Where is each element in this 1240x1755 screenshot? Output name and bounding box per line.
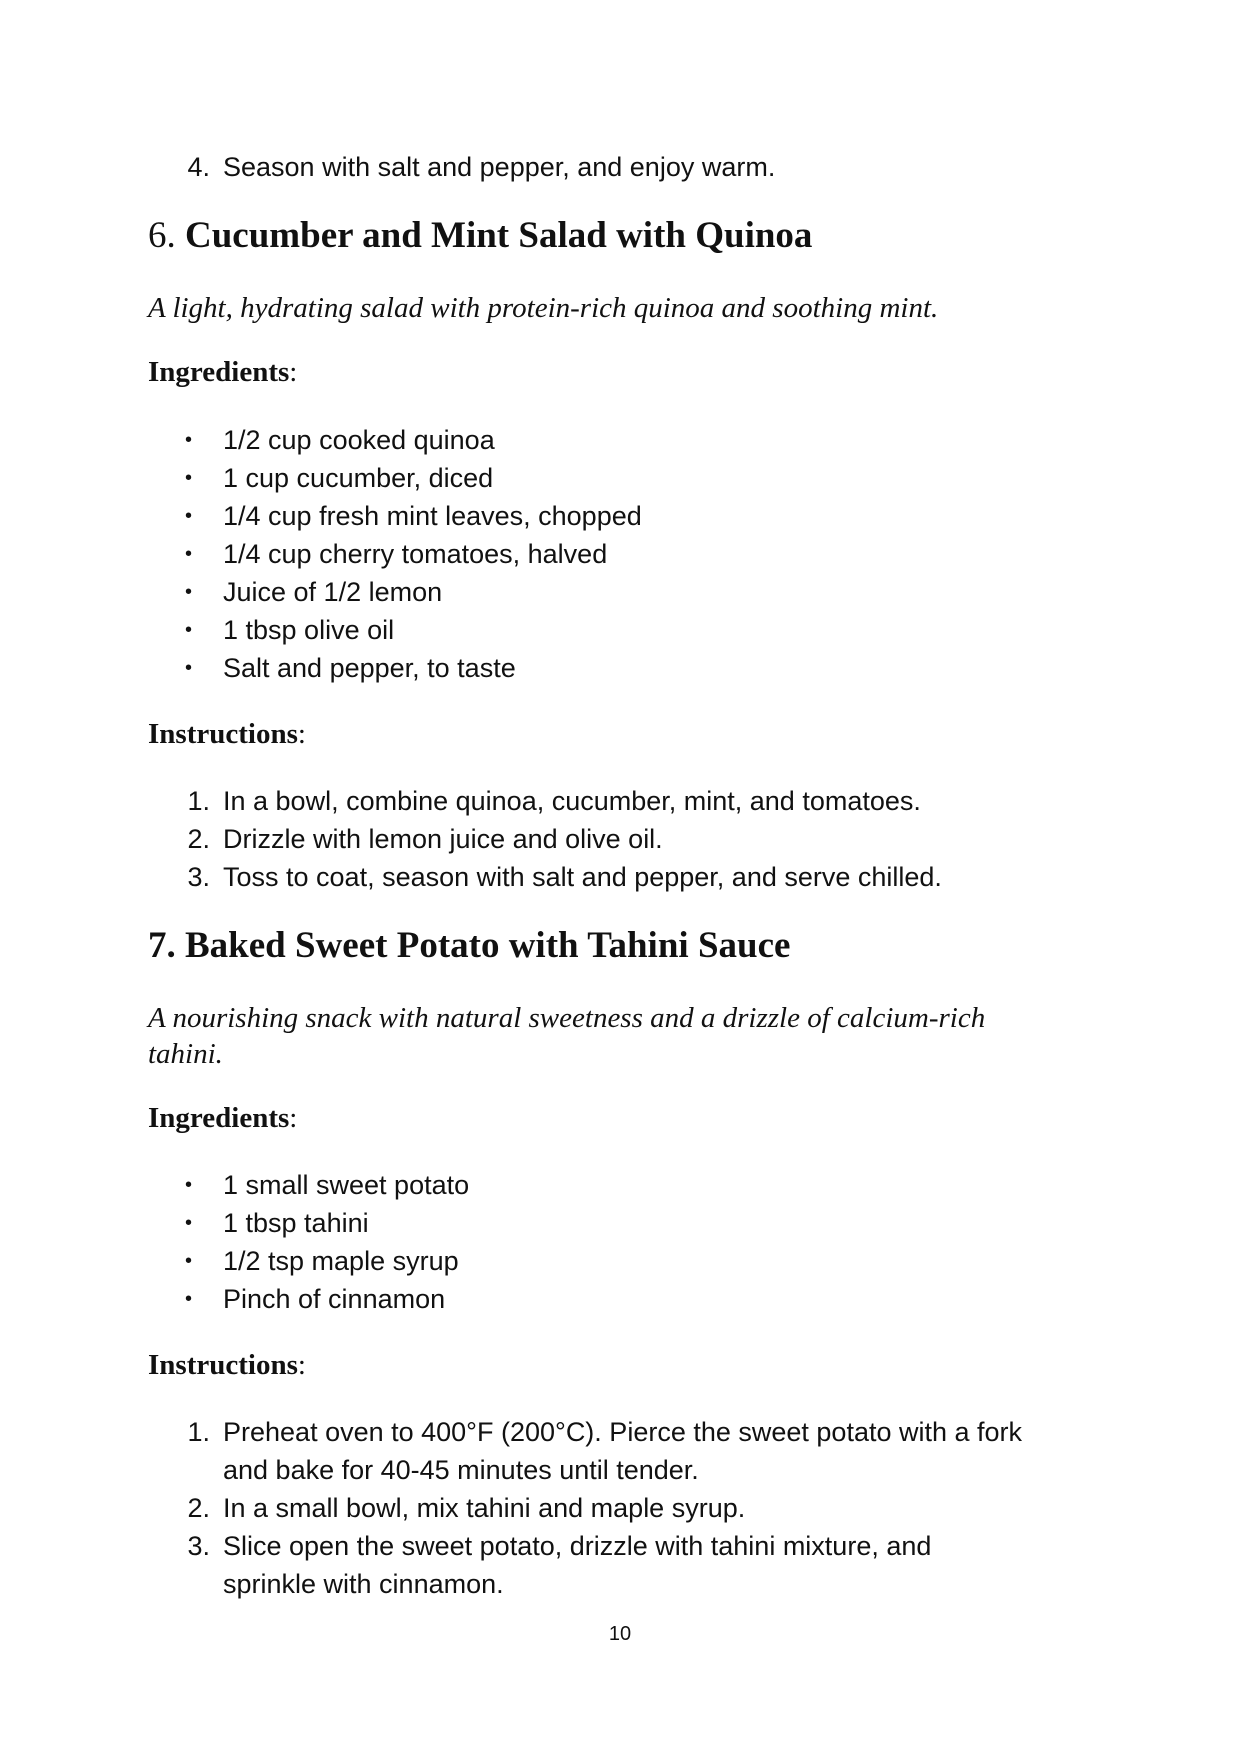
ingredient-text: 1/4 cup fresh mint leaves, chopped [223, 501, 642, 531]
step-number: 4. [187, 152, 210, 182]
step-text [223, 1413, 1083, 1489]
heading-colon: : [289, 1102, 298, 1134]
ingredient-text: 1/4 cup cherry tomatoes, halved [223, 539, 608, 569]
step-text-line: sprinkle with cinnamon. [223, 1569, 504, 1599]
heading-text: Instructions [148, 718, 298, 750]
heading-text: Ingredients [148, 356, 290, 388]
bullet-icon: • [185, 581, 193, 603]
page-number: 10 [608, 1623, 632, 1645]
step-text-line: Slice open the sweet potato, drizzle with tahini mixture, and [223, 1531, 932, 1561]
step-text: Season with salt and pepper, and enjoy warm. [223, 152, 776, 182]
ingredient-text: 1/2 tsp maple syrup [223, 1246, 459, 1276]
step-text [223, 1527, 1083, 1603]
recipe-6-title [148, 214, 1108, 258]
heading-text: Ingredients [148, 1102, 290, 1134]
heading-colon: : [297, 718, 306, 750]
heading-colon: : [289, 356, 298, 388]
bullet-icon: • [185, 467, 193, 489]
step-number: 2. [187, 1493, 210, 1523]
bullet-icon: • [185, 657, 193, 679]
step-text-line: Preheat oven to 400°F (200°C). Pierce the sweet potato with a fork [223, 1417, 1023, 1447]
bullet-icon: • [185, 1212, 193, 1234]
recipe-6-instructions-heading [148, 716, 748, 752]
recipe-7-ingredients-heading [148, 1100, 748, 1136]
bullet-icon: • [185, 429, 193, 451]
recipe-title-text: Baked Sweet Potato with Tahini Sauce [185, 925, 791, 966]
bullet-icon: • [185, 543, 193, 565]
step-text: Drizzle with lemon juice and olive oil. [223, 824, 663, 854]
recipe-6-description: A light, hydrating salad with protein-rich quinoa and soothing mint. [148, 292, 939, 324]
step-text: Toss to coat, season with salt and pepper, and serve chilled. [223, 862, 942, 892]
ingredient-text: 1 tbsp olive oil [223, 615, 395, 645]
step-number: 1. [187, 1417, 210, 1447]
ingredient-text: Salt and pepper, to taste [223, 653, 516, 683]
step-number: 3. [187, 862, 210, 892]
step-number: 2. [187, 824, 210, 854]
ingredient-text: 1 tbsp tahini [223, 1208, 369, 1238]
ingredient-text: 1 small sweet potato [223, 1170, 470, 1200]
recipe-number-separator: . [166, 215, 176, 256]
ingredient-text: 1/2 cup cooked quinoa [223, 425, 495, 455]
heading-colon: : [297, 1349, 306, 1381]
step-text: In a small bowl, mix tahini and maple syrup. [223, 1493, 746, 1523]
recipe-number: 7. [148, 925, 176, 966]
ingredient-text: Juice of 1/2 lemon [223, 577, 443, 607]
ingredient-text: Pinch of cinnamon [223, 1284, 446, 1314]
ingredient-text: 1 cup cucumber, diced [223, 463, 494, 493]
description-line: A nourishing snack with natural sweetness and a drizzle of calcium-rich [148, 1002, 986, 1034]
heading-text: Instructions [148, 1349, 298, 1381]
step-number: 3. [187, 1531, 210, 1561]
bullet-icon: • [185, 619, 193, 641]
recipe-title-text: Cucumber and Mint Salad with Quinoa [185, 215, 813, 256]
recipe-7-description [148, 1000, 1108, 1072]
recipe-7-title [148, 924, 1108, 968]
step-text: In a bowl, combine quinoa, cucumber, mint, and tomatoes. [223, 786, 921, 816]
recipe-7-instructions-heading [148, 1347, 748, 1383]
description-line: tahini. [148, 1038, 223, 1070]
bullet-icon: • [185, 505, 193, 527]
bullet-icon: • [185, 1174, 193, 1196]
bullet-icon: • [185, 1288, 193, 1310]
recipe-6-ingredients-heading [148, 354, 748, 390]
recipe-number: 6 [148, 215, 167, 256]
step-number: 1. [187, 786, 210, 816]
step-text-line: and bake for 40-45 minutes until tender. [223, 1455, 699, 1485]
bullet-icon: • [185, 1250, 193, 1272]
